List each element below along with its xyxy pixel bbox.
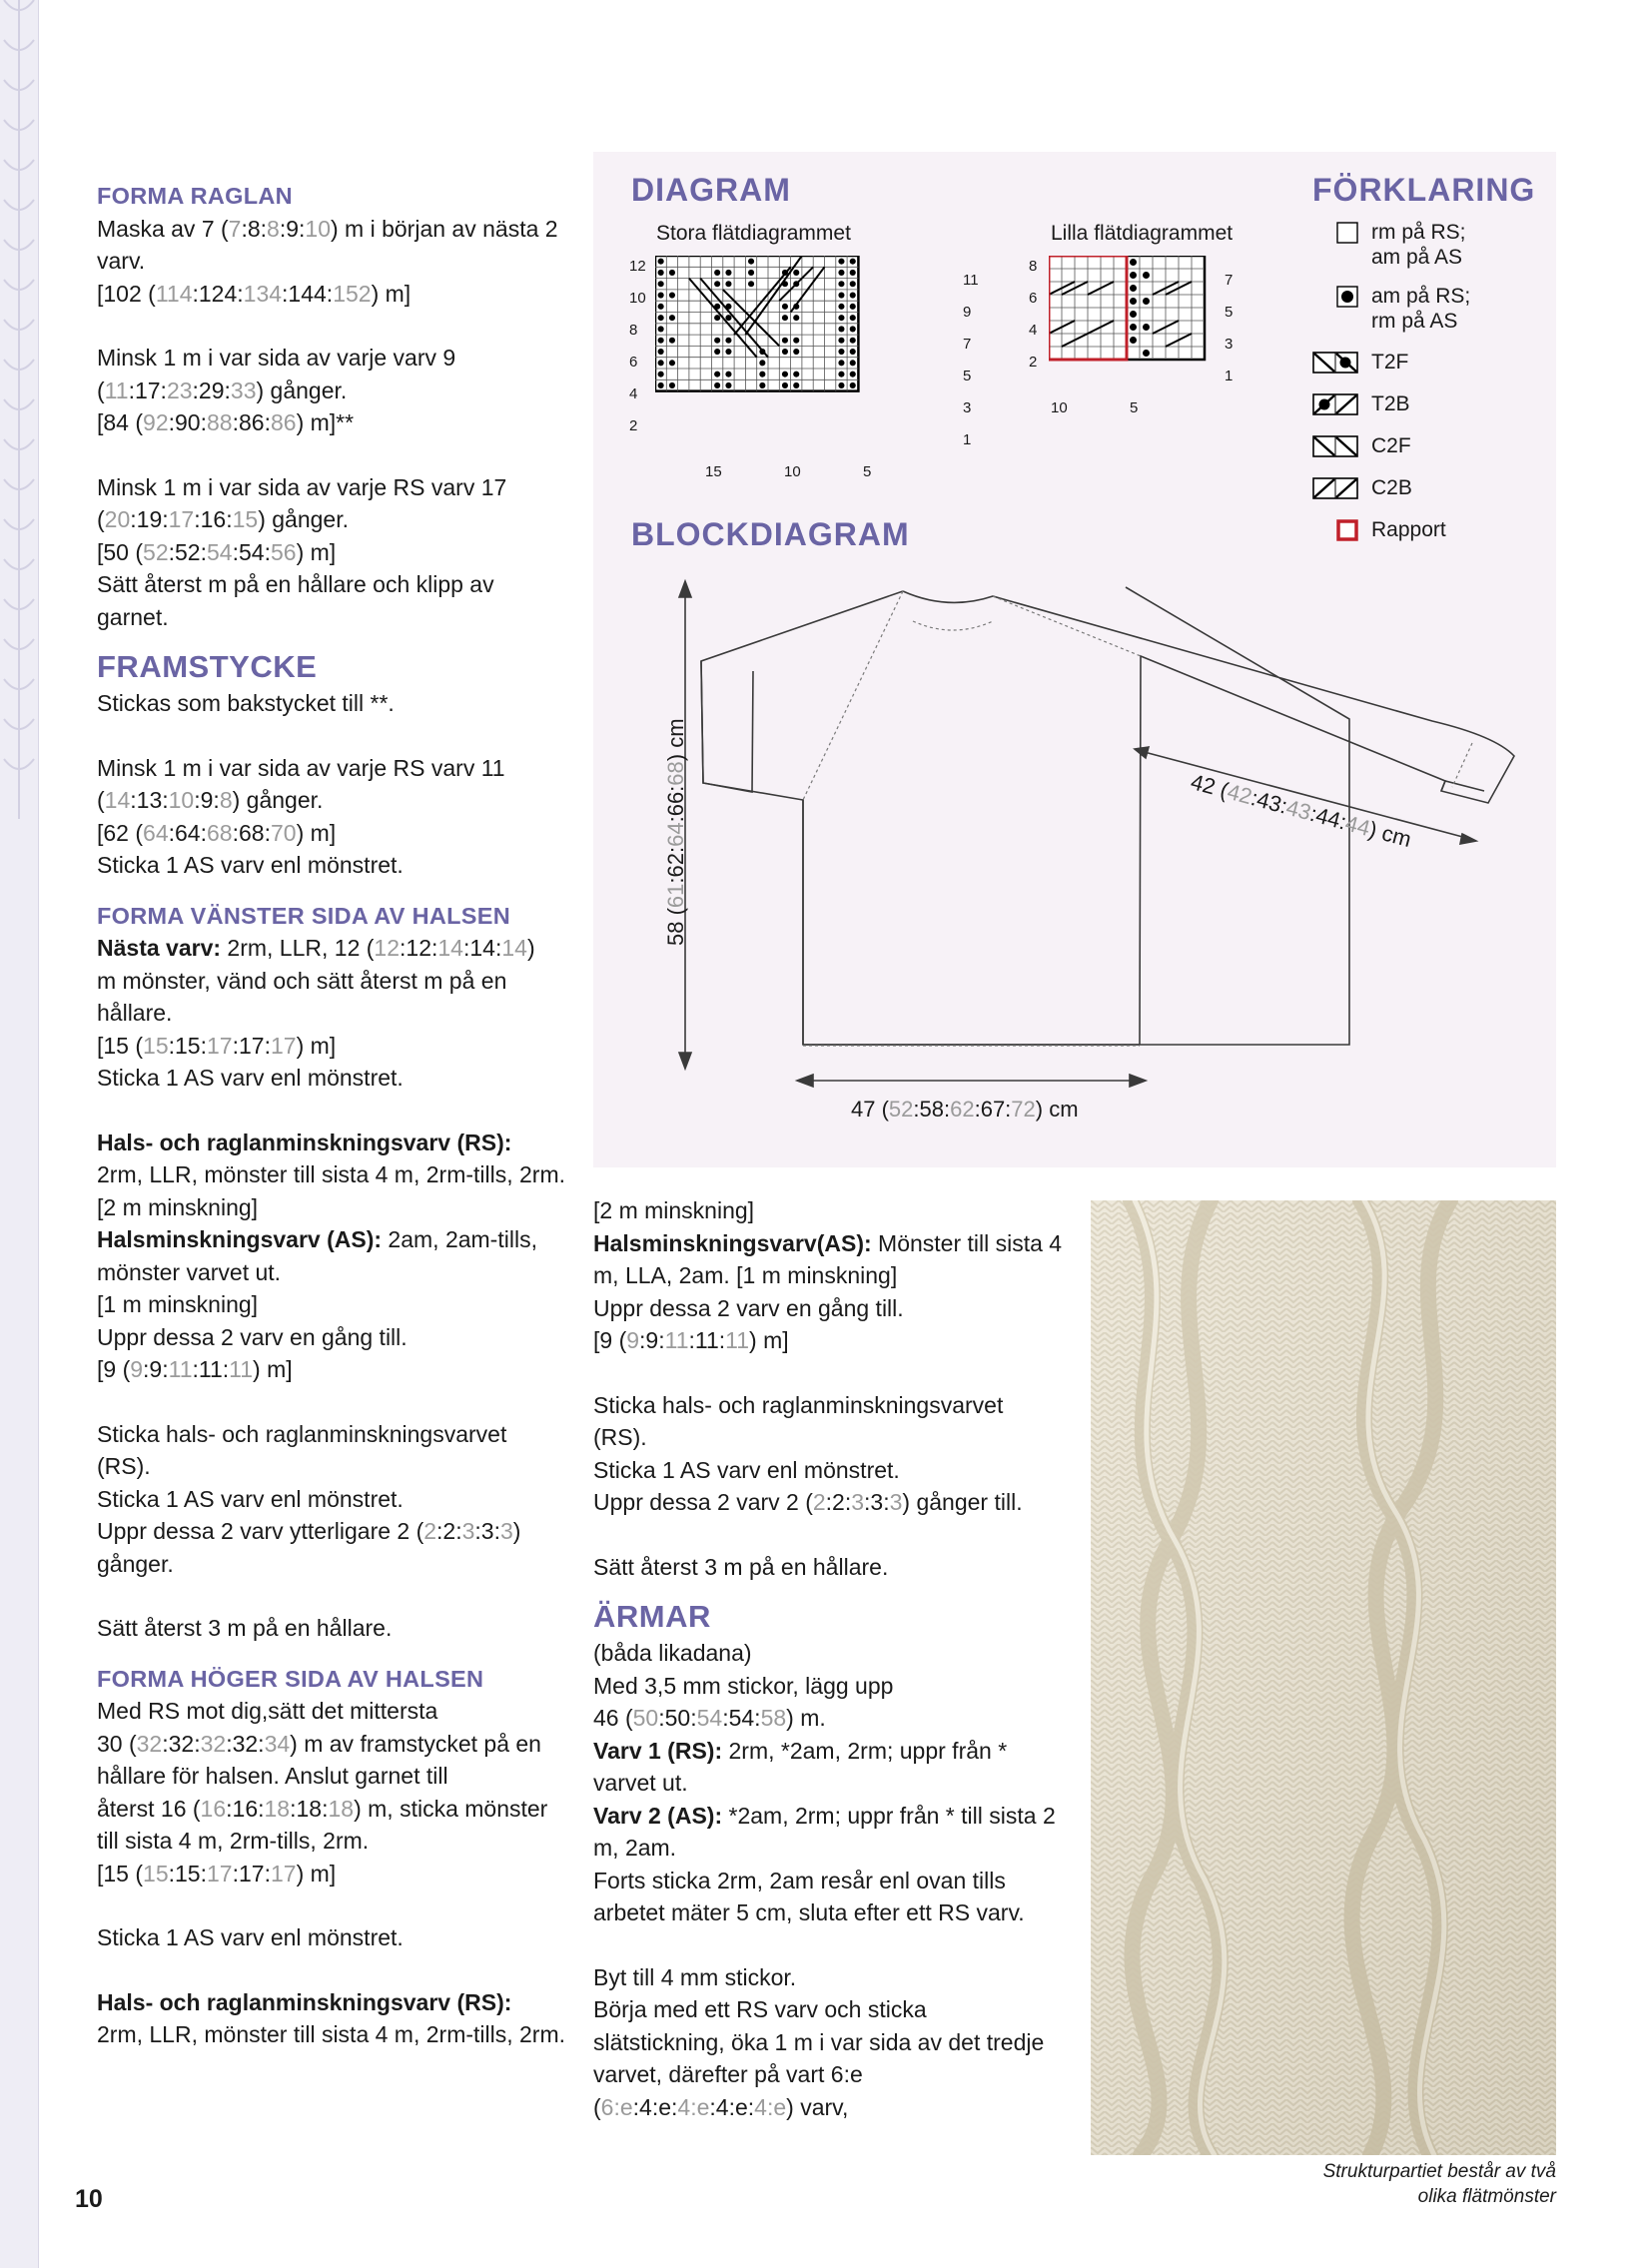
chart-row-tick: 9 bbox=[963, 304, 972, 321]
schematic-title: BLOCKDIAGRAM bbox=[631, 516, 910, 552]
paragraph: Sticka 1 AS varv enl mönstret. bbox=[97, 1485, 404, 1512]
paragraph: (14:13:10:9:8) gånger. bbox=[97, 787, 324, 813]
chart-row-tick: 7 bbox=[1225, 272, 1234, 289]
paragraph: Sticka 1 AS varv enl mönstret. bbox=[593, 1456, 900, 1483]
stitch-count: [50 (52:52:54:54:56) m] bbox=[97, 538, 337, 565]
paragraph: Sticka hals- och raglanminskningsvarvet (RS). bbox=[97, 1420, 507, 1479]
section-heading-right-neck: FORMA HÖGER SIDA AV HALSEN bbox=[97, 1665, 484, 1692]
chart-row-tick: 11 bbox=[963, 272, 979, 289]
paragraph: Sticka 1 AS varv enl mönstret. bbox=[97, 1924, 404, 1950]
paragraph: Med 3,5 mm stickor, lägg upp bbox=[593, 1672, 894, 1699]
large-chart-label: Stora flätdiagrammet bbox=[656, 222, 851, 245]
legend-label: rm på RS; am på AS bbox=[1371, 221, 1466, 269]
paragraph: Varv 1 (RS): 2rm, *2am, 2rm; uppr från * varvet ut. bbox=[593, 1737, 1008, 1796]
legend-label: Rapport bbox=[1371, 518, 1446, 541]
section-heading-front: FRAMSTYCKE bbox=[97, 649, 318, 684]
legend-label: am på RS; rm på AS bbox=[1371, 285, 1471, 333]
paragraph: Uppr dessa 2 varv en gång till. bbox=[97, 1323, 408, 1350]
legend-label: T2B bbox=[1371, 392, 1410, 415]
paragraph: Nästa varv: 2rm, LLR, 12 (12:12:14:14:14) bbox=[97, 935, 535, 961]
paragraph: Byt till 4 mm stickor. bbox=[593, 1963, 797, 1990]
paragraph: Börja med ett RS varv och sticka slätstickning, öka 1 m i var sida av det tredje varvet, därefter på vart 6:e bbox=[593, 1996, 1045, 2087]
body-length-measurement: 58 (61:62:64:66:68) cm bbox=[663, 718, 688, 946]
cable-knit-photo bbox=[1091, 1200, 1556, 2155]
paragraph: Minsk 1 m i var sida av varje RS varv 17 bbox=[97, 473, 507, 500]
chart-row-tick: 7 bbox=[963, 336, 972, 353]
paragraph: Minsk 1 m i var sida av varje RS varv 11 bbox=[97, 754, 505, 781]
section-heading-raglan: FORMA RAGLAN bbox=[97, 183, 293, 209]
chart-row-tick: 8 bbox=[1029, 258, 1038, 275]
chart-row-tick: 6 bbox=[1029, 290, 1038, 307]
chart-row-tick: 3 bbox=[963, 399, 972, 416]
paragraph: Halsminskningsvarv(AS): Mönster till sista 4 m, LLA, 2am. [1 m minskning] bbox=[593, 1229, 1063, 1288]
middle-column bbox=[593, 1194, 1063, 2123]
paragraph: Sticka 1 AS varv enl mönstret. bbox=[97, 1065, 404, 1091]
legend-label: C2F bbox=[1371, 434, 1411, 457]
legend-label: T2F bbox=[1371, 351, 1409, 374]
sweater-schematic bbox=[593, 152, 1556, 1167]
stitch-count: [15 (15:15:17:17:17) m] bbox=[97, 1860, 337, 1887]
page-number: 10 bbox=[75, 2185, 103, 2213]
chart-row-tick: 10 bbox=[629, 290, 646, 307]
chart-row-tick: 5 bbox=[1225, 304, 1234, 321]
chart-row-tick: 2 bbox=[629, 417, 638, 434]
stitch-count: [15 (15:15:17:17:17) m] bbox=[97, 1032, 337, 1059]
chart-row-tick: 4 bbox=[1029, 322, 1038, 339]
paragraph-bold: Hals- och raglanminskningsvarv (RS): bbox=[97, 1129, 512, 1155]
paragraph: (6:e:4:e:4:e:4:e:4:e) varv, bbox=[593, 2093, 849, 2120]
stitch-count: 46 (50:50:54:54:58) m. bbox=[593, 1705, 826, 1731]
left-column bbox=[97, 180, 566, 2051]
sleeve-length-measurement: 42 (42:43:43:44:44) cm bbox=[1188, 769, 1414, 853]
paragraph: [2 m minskning] bbox=[97, 1193, 259, 1220]
paragraph: m mönster, vänd och sätt återst m på en hållare. bbox=[97, 967, 507, 1026]
chart-row-tick: 3 bbox=[1225, 336, 1234, 353]
paragraph: 2rm, LLR, mönster till sista 4 m, 2rm-tills, 2rm. bbox=[97, 2021, 566, 2047]
paragraph: Minsk 1 m i var sida av varje varv 9 bbox=[97, 345, 456, 371]
stitch-count: [84 (92:90:88:86:86) m]** bbox=[97, 409, 355, 435]
section-heading-sleeves: ÄRMAR bbox=[593, 1599, 711, 1634]
paragraph: (11:17:23:29:33) gånger. bbox=[97, 377, 348, 403]
paragraph: Med RS mot dig,sätt det mittersta bbox=[97, 1698, 438, 1724]
chart-col-tick: 10 bbox=[1051, 399, 1068, 416]
stitch-count: [9 (9:9:11:11:11) m] bbox=[97, 1356, 293, 1382]
cable-pattern-icon bbox=[0, 0, 38, 819]
chart-col-tick: 15 bbox=[705, 463, 722, 480]
stitch-count: [102 (114:124:134:144:152) m] bbox=[97, 280, 412, 307]
chart-row-tick: 12 bbox=[629, 258, 646, 275]
diagram-panel bbox=[593, 152, 1556, 1167]
paragraph: [2 m minskning] bbox=[593, 1197, 755, 1223]
paragraph: Forts sticka 2rm, 2am resår enl ovan tills arbetet mäter 5 cm, sluta efter ett RS varv. bbox=[593, 1867, 1025, 1925]
paragraph: Sticka 1 AS varv enl mönstret. bbox=[97, 852, 404, 878]
paragraph: Uppr dessa 2 varv 2 (2:2:3:3:3) gånger till. bbox=[593, 1489, 1023, 1515]
stitch-count: [9 (9:9:11:11:11) m] bbox=[593, 1327, 789, 1353]
diagram-title: DIAGRAM bbox=[631, 172, 791, 208]
paragraph: Sätt återst m på en hållare och klipp av garnet. bbox=[97, 571, 494, 630]
chart-row-tick: 1 bbox=[963, 431, 972, 448]
chest-width-measurement: 47 (52:58:62:67:72) cm bbox=[851, 1097, 1079, 1122]
chart-row-tick: 8 bbox=[629, 322, 638, 339]
paragraph: Varv 2 (AS): *2am, 2rm; uppr från * till sista 2 m, 2am. bbox=[593, 1802, 1056, 1861]
chart-col-tick: 5 bbox=[1130, 399, 1139, 416]
stitch-count: [62 (64:64:68:68:70) m] bbox=[97, 819, 337, 846]
decorative-sidebar bbox=[0, 0, 39, 2268]
photo-caption: Strukturpartiet består av två olika flätmönster bbox=[1322, 2161, 1556, 2207]
paragraph: 30 (32:32:32:32:34) m av framstycket på en hållare för halsen. Anslut garnet till bbox=[97, 1730, 541, 1789]
paragraph: (20:19:17:16:15) gånger. bbox=[97, 506, 349, 532]
chart-row-tick: 5 bbox=[963, 368, 972, 384]
legend-label: C2B bbox=[1371, 476, 1412, 499]
paragraph: Sätt återst 3 m på en hållare. bbox=[593, 1553, 889, 1580]
paragraph: Sticka hals- och raglanminskningsvarvet (RS). bbox=[593, 1391, 1004, 1450]
chart-row-tick: 2 bbox=[1029, 354, 1038, 371]
chart-col-tick: 10 bbox=[784, 463, 801, 480]
chart-row-tick: 1 bbox=[1225, 368, 1234, 384]
paragraph: [1 m minskning] bbox=[97, 1291, 259, 1317]
chart-row-tick: 6 bbox=[629, 354, 638, 371]
paragraph: Maska av 7 (7:8:8:9:10) m i början av nästa 2 varv. bbox=[97, 215, 558, 274]
paragraph: (båda likadana) bbox=[593, 1640, 752, 1666]
paragraph: Uppr dessa 2 varv en gång till. bbox=[593, 1294, 904, 1321]
chart-col-tick: 5 bbox=[863, 463, 872, 480]
paragraph: Uppr dessa 2 varv ytterligare 2 (2:2:3:3:3) gånger. bbox=[97, 1518, 521, 1577]
paragraph: Halsminskningsvarv (AS): 2am, 2am-tills, mönster varvet ut. bbox=[97, 1226, 537, 1285]
paragraph: Stickas som bakstycket till **. bbox=[97, 690, 395, 716]
chart-row-tick: 4 bbox=[629, 385, 638, 402]
paragraph-bold: Hals- och raglanminskningsvarv (RS): bbox=[97, 1988, 512, 2015]
section-heading-left-neck: FORMA VÄNSTER SIDA AV HALSEN bbox=[97, 902, 511, 929]
small-chart-label: Lilla flätdiagrammet bbox=[1051, 222, 1234, 245]
paragraph: Sätt återst 3 m på en hållare. bbox=[97, 1615, 393, 1641]
paragraph: 2rm, LLR, mönster till sista 4 m, 2rm-tills, 2rm. bbox=[97, 1161, 566, 1187]
legend-title: FÖRKLARING bbox=[1312, 172, 1536, 208]
paragraph: återst 16 (16:16:18:18:18) m, sticka mönster till sista 4 m, 2rm-tills, 2rm. bbox=[97, 1795, 548, 1854]
